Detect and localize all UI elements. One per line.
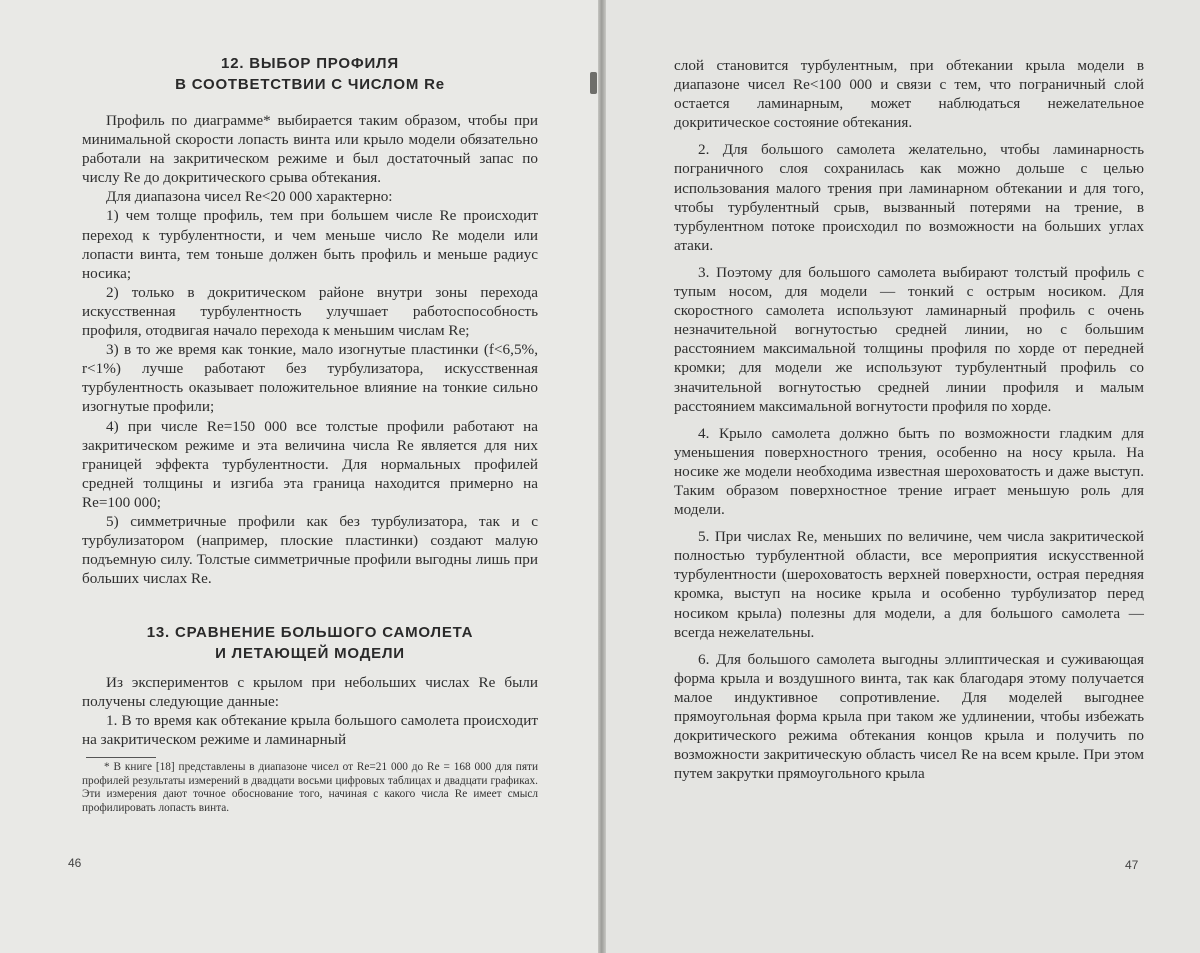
paragraph: слой становится турбулентным, при обтекании крыла модели в диапазоне чисел Re<100 000 и связи с тем, что пограничный слой остается ламинарным, может наблюдаться нежелательное докритическое состояние обтекания. [674, 57, 1144, 132]
section-12-heading [82, 53, 538, 95]
section-13-title-line2: И ЛЕТАЮЩЕЙ МОДЕЛИ [215, 645, 405, 662]
page-number-right: 47 [1125, 858, 1139, 872]
paragraph: Из экспериментов с крылом при небольших числах Re были получены следующие данные: [82, 674, 538, 711]
section-13-body [82, 673, 538, 749]
paragraph: 4) при числе Re=150 000 все толстые профили работают на закритическом режиме и эта величина числа Re является для них границей эффекта турбулентности. Для нормальных профилей средней толщины и изгиба эта граница находится примерно на Re=100 000; [82, 417, 538, 511]
paragraph: 5) симметричные профили как без турбулизатора, так и с турбулизатором (например, плоские пластинки) создают малую подъемную силу. Толстые симметричные профили выгодны лишь при больших числах Re. [82, 512, 538, 588]
left-page [0, 0, 598, 953]
footnote-divider [86, 757, 156, 758]
paragraph: 2. Для большого самолета желательно, чтобы ламинарность пограничного слоя сохранилась как можно дольше с целью использования малого трения при ламинарном обтекании и для того, чтобы турбулентный срыв, вызванный потерями на трение, в турбулентном потоке происходил по возможности на больших углах атаки. [674, 141, 1144, 254]
section-13-title [82, 622, 538, 664]
book-gutter [598, 0, 606, 953]
section-13-title-line1: 13. СРАВНЕНИЕ БОЛЬШОГО САМОЛЕТА [146, 624, 474, 641]
paragraph: 2) только в докритическом районе внутри зоны перехода искусственная турбулентность улучшает работоспособность профиля, отодвигая начало перехода к меньшим числам Re; [82, 283, 538, 340]
footnote-text: * В книге [18] представлены в диапазоне чисел от Re=21 000 до Re = 168 000 для пяти профилей результаты измерений в двадцати восьми цифровых таблицах и двадцати графиках. Эти измерения дают точное обоснование того, начиная с какого числа Re имеет смысл профилировать лопасть винта. [82, 761, 538, 814]
paragraph: 6. Для большого самолета выгодны эллиптическая и суживающая форма крыла и воздушного винта, так как благодаря этому получается малое индуктивное сопротивление. Для моделей выгоднее прямоугольная форма крыла при таком же удлинении, чтобы избежать докритического режима обтекания концов крыла и получить по возможности закритическую область чисел Re на всем крыле. При этом путем закрутки прямоугольного крыла [674, 650, 1144, 783]
paragraph: 4. Крыло самолета должно быть по возможности гладким для уменьшения поверхностного трения, особенно на носу крыла. На носике же модели необходима известная шероховатость и даже выступ. Таким образом поверхностное трение играет меньшую роль для модели. [674, 424, 1144, 519]
paragraph: Для диапазона чисел Re<20 000 характерно: [106, 188, 393, 206]
paragraph: 5. При числах Re, меньших по величине, чем числа закритической полностью турбулентной области, все мероприятия искусственной турбулентности (шероховатость верхней поверхности, острая передняя кромка, выступ на носике крыла и особенно турбулизатор перед носиком крыла) полезны для модели, а для большого самолета — всегда нежелательны. [674, 528, 1144, 641]
paragraph: 1. В то время как обтекание крыла большого самолета происходит на закритическом режиме и ламинарный [82, 712, 538, 749]
section-12-body [82, 111, 538, 588]
paragraph: 1) чем толще профиль, тем при большем числе Re происходит переход к турбулентности, и чем меньше число Re модели или лопасти винта, тем тоньше должен быть профиль и меньше радиус носика; [82, 207, 538, 282]
section-12-title [82, 53, 538, 95]
right-page-body [674, 56, 1144, 791]
paragraph: 3) в то же время как тонкие, мало изогнутые пластинки (f<6,5%, r<1%) лучше работают без турбулизатора, искусственная турбулентность оказывает положительное влияние на тонкие сильно изогнутые профили; [82, 341, 538, 416]
binding-mark [590, 72, 597, 94]
paragraph: 3. Поэтому для большого самолета выбирают толстый профиль с тупым носом, для модели — тонкий с острым носиком. Для скоростного самолета используют ламинарный профиль с очень незначительной вогнутостью средней линии, но с большим расстоянием максимальной толщины профиля по хорде от передней кромки; для модели же используют турбулентный профиль со значительной вогнутостью средней линии профиля и малым расстоянием максимальной вогнутости профиля по хорде. [674, 263, 1144, 415]
paragraph: Профиль по диаграмме* выбирается таким образом, чтобы при минимальной скорости лопасть винта или крыло модели обязательно работали на закритическом режиме и был достаточный запас по числу Re до докритического срыва обтекания. [82, 112, 538, 187]
section-12-title-line1: 12. ВЫБОР ПРОФИЛЯ [221, 55, 399, 72]
page-number-left: 46 [68, 856, 82, 870]
right-page [606, 0, 1200, 953]
section-12-title-line2: В СООТВЕТСТВИИ С ЧИСЛОМ Re [175, 76, 445, 93]
footnote [82, 761, 538, 815]
section-13-heading [82, 622, 538, 664]
